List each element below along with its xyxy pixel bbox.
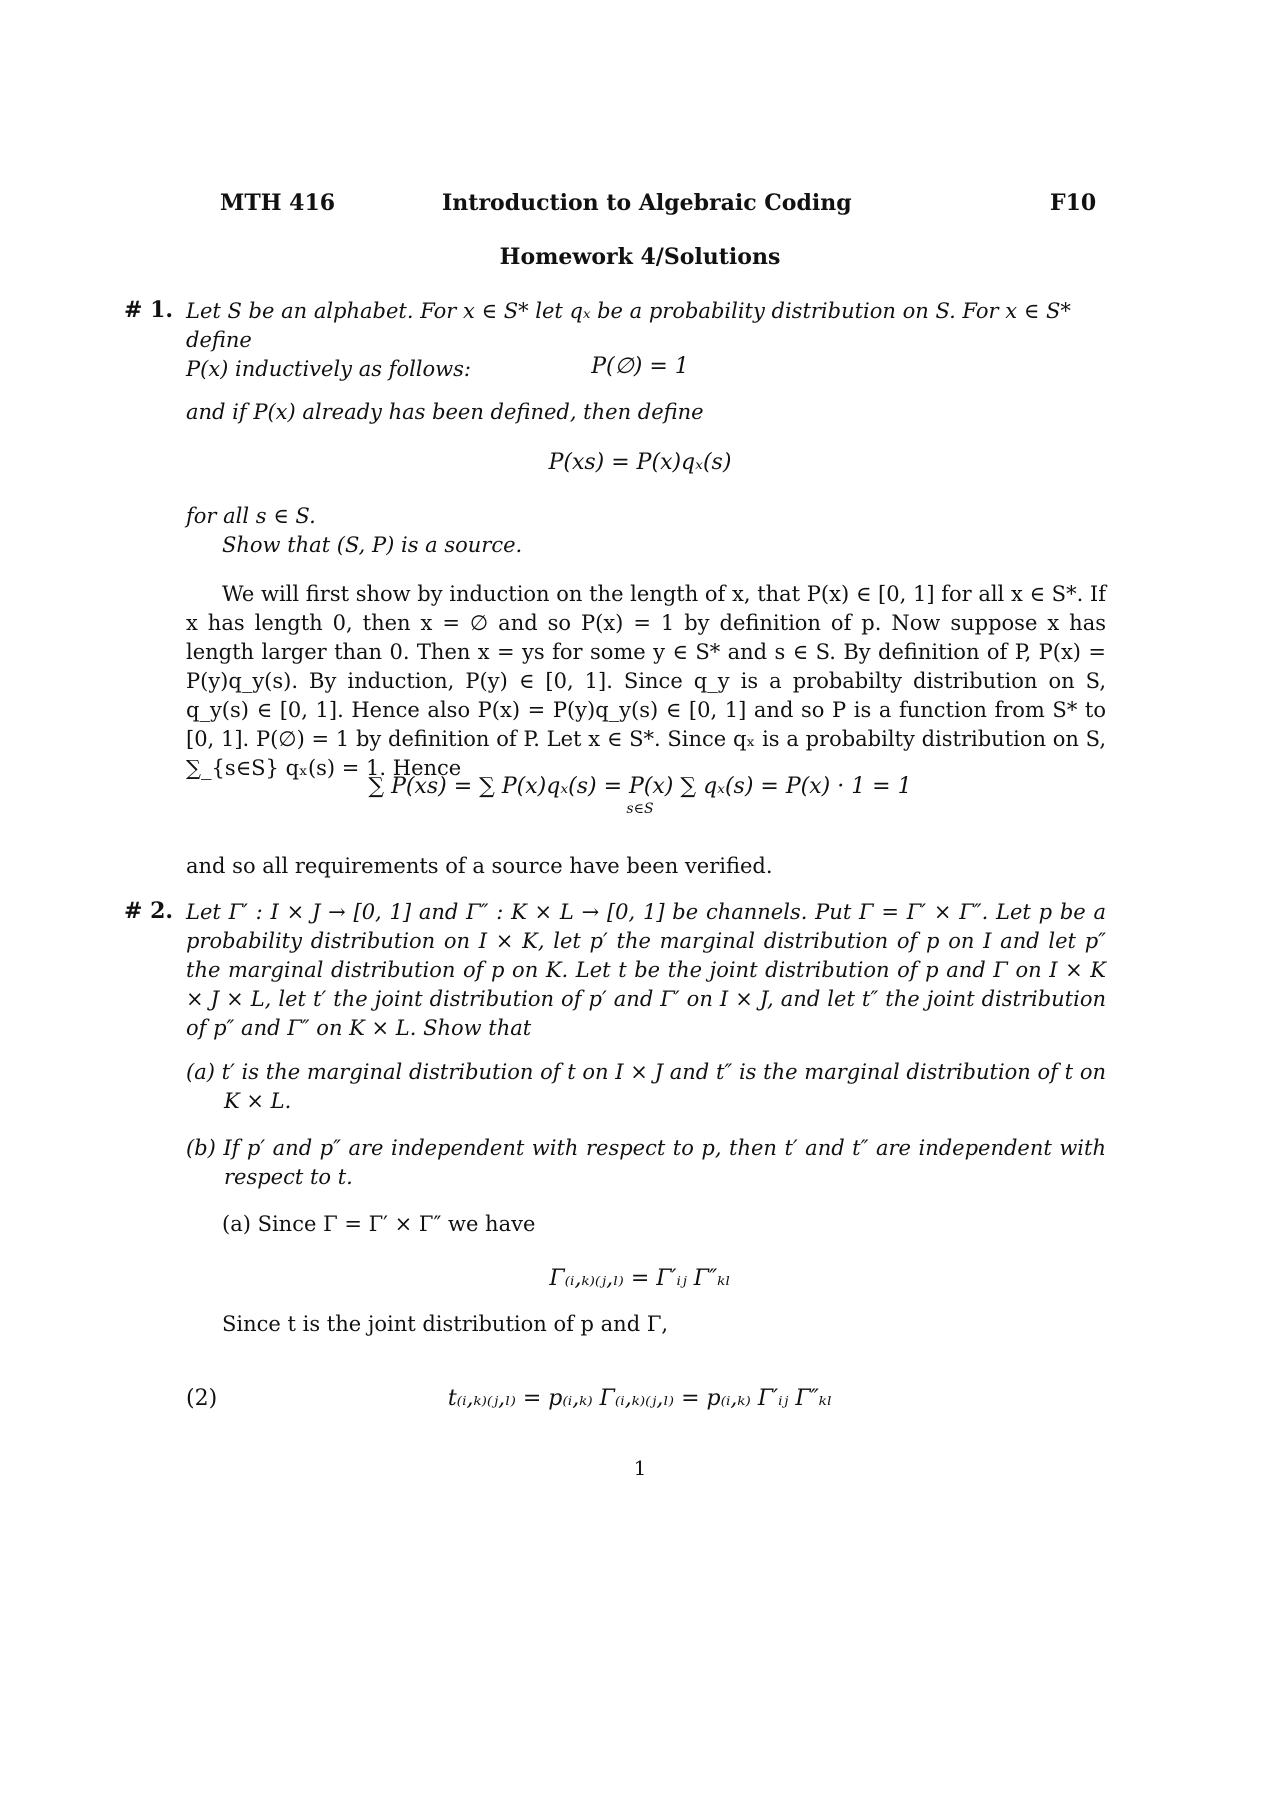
sum-equation-text: ∑ P(xs) = ∑ P(x)qₓ(s) = P(x) ∑ qₓ(s) = P(x) · 1 = 1 xyxy=(368,774,912,799)
equation-t: t₍ᵢ,ₖ₎₍ⱼ,ₗ₎ = p₍ᵢ,ₖ₎ Γ₍ᵢ,ₖ₎₍ⱼ,ₗ₎ = p₍ᵢ,ₖ₎ Γ′ᵢⱼ Γ″ₖₗ xyxy=(447,1386,833,1411)
document-title: Homework 4/Solutions xyxy=(499,244,781,270)
equation-2-label: (2) xyxy=(186,1386,218,1411)
equation-p-empty: P(∅) = 1 xyxy=(591,354,689,379)
sum-equation xyxy=(0,774,1280,817)
course-title: Introduction to Algebraic Coding xyxy=(442,190,852,216)
show-text: Show that (S, P) is a source. xyxy=(222,533,523,557)
course-code: MTH 416 xyxy=(220,190,336,216)
problem-1-line-2: P(x) inductively as follows: xyxy=(186,357,471,381)
equation-p-xs: P(xs) = P(x)qₓ(s) xyxy=(548,450,732,475)
problem-1-conclusion: and so all requirements of a source have been verified. xyxy=(186,854,773,878)
problem-1-line-1: Let S be an alphabet. For x ∈ S* let qₓ be a probability distribution on S. For x ∈ S* define xyxy=(186,299,1071,352)
problem-1-number: # 1. xyxy=(124,297,174,323)
problem-2-part-a: (a) t′ is the marginal distribution of t on I × J and t″ is the marginal distribution of t on K × L. xyxy=(186,1060,1106,1113)
equation-gamma: Γ₍ᵢ,ₖ₎₍ⱼ,ₗ₎ = Γ′ᵢⱼ Γ″ₖₗ xyxy=(549,1266,731,1291)
problem-2-statement: Let Γ′ : I × J → [0, 1] and Γ″ : K × L → [0, 1] be channels. Put Γ = Γ′ × Γ″. Let p be a probability distribution on I × K, let p′ the marginal distribution of p on I and let p″ the marginal distribution of p on K. Let t be the joint distribution of p and Γ on I × K × J × L, let t′ the joint distribution of p′ and Γ′ on I × J, and let t″ the joint distribution of p″ and Γ″ on K × L. Show that xyxy=(186,900,1106,1040)
page-number: 1 xyxy=(633,1456,647,1480)
definition-text: and if P(x) already has been defined, then define xyxy=(186,400,704,424)
term-label: F10 xyxy=(1050,190,1097,216)
solution-a-intro: (a) Since Γ = Γ′ × Γ″ we have xyxy=(222,1212,536,1236)
problem-2-part-b: (b) If p′ and p″ are independent with respect to p, then t′ and t″ are independent with respect to t. xyxy=(186,1136,1106,1189)
since-t-text: Since t is the joint distribution of p and Γ, xyxy=(222,1312,669,1336)
sum-subscript: s∈S xyxy=(626,801,654,817)
problem-1-solution: We will first show by induction on the length of x, that P(x) ∈ [0, 1] for all x ∈ S*. If x has length 0, then x = ∅ and so P(x) = 1 by definition of p. Now suppose x has length larger than 0. Then x = ys for some y ∈ S* and s ∈ S. By definition of P, P(x) = P(y)q_y(s). By induction, P(y) ∈ [0, 1]. Since q_y is a probabilty distribution on S, q_y(s) ∈ [0, 1]. Hence also P(x) = P(y)q_y(s) ∈ [0, 1] and so P is a function from S* to [0, 1]. P(∅) = 1 by definition of P. Let x ∈ S*. Since qₓ is a probabilty distribution on S, ∑_{s∈S} qₓ(s) = 1. Hence xyxy=(186,582,1106,780)
for-all-text: for all s ∈ S. xyxy=(186,504,316,528)
problem-2-number: # 2. xyxy=(124,898,174,924)
